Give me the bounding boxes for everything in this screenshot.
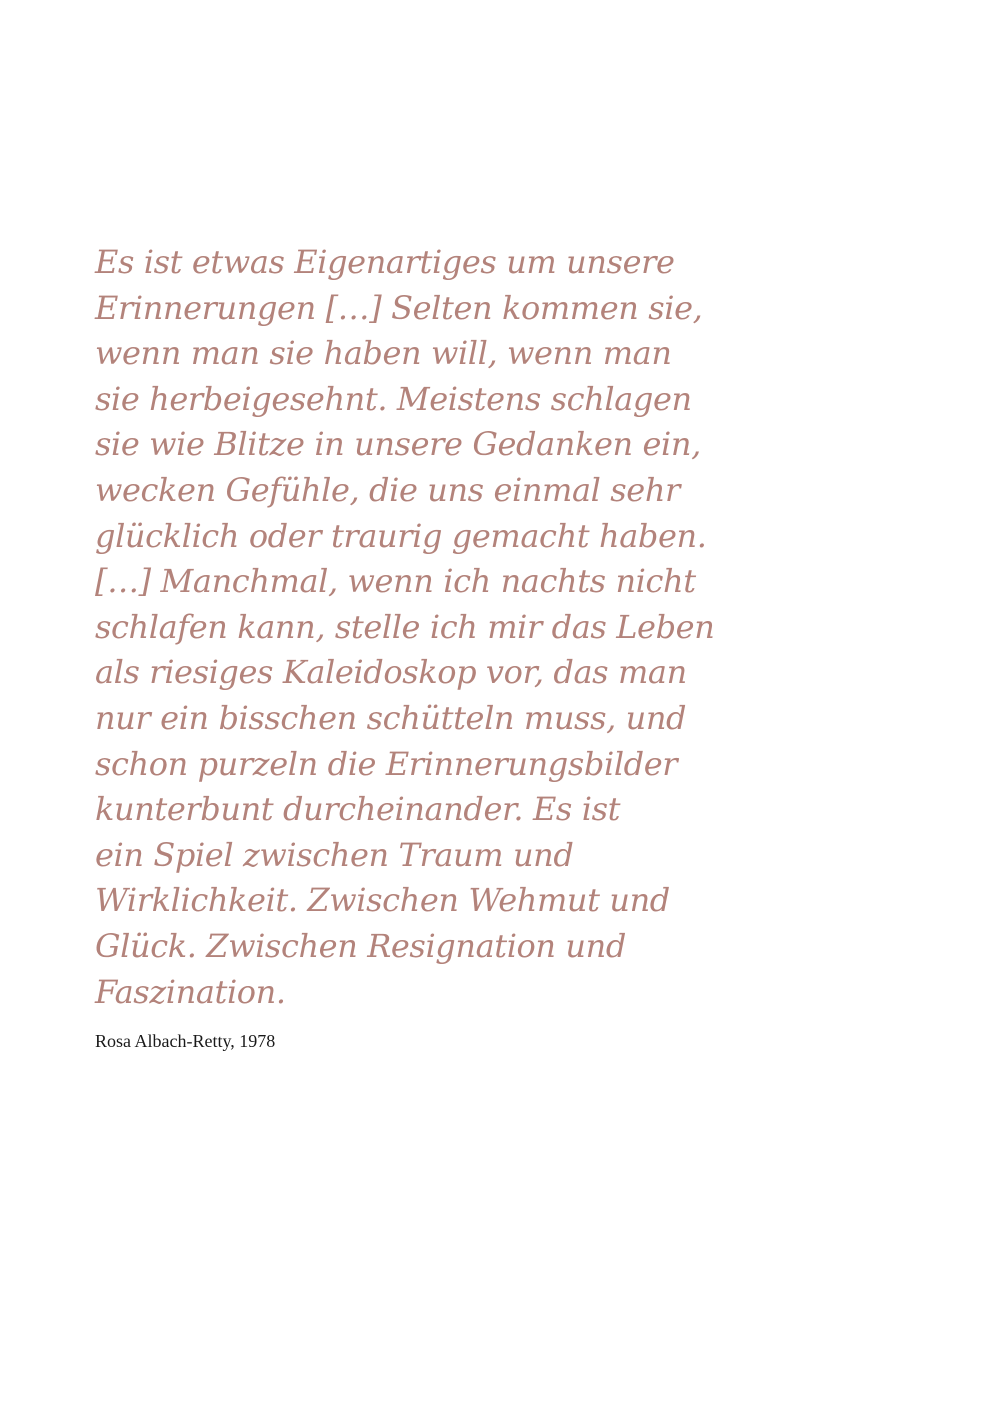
- quote-line: kunterbunt durcheinander. Es ist: [95, 790, 621, 829]
- quote-attribution: Rosa Albach-Retty, 1978: [95, 1031, 276, 1051]
- quote-line: Es ist etwas Eigenartiges um unsere: [95, 243, 675, 281]
- quote-line: als riesiges Kaleidoskop vor, das man: [95, 653, 687, 692]
- quote-line: schlafen kann, stelle ich mir das Leben: [95, 607, 715, 646]
- quote-line: Erinnerungen […] Selten kommen sie,: [95, 288, 703, 327]
- quote-line: Glück. Zwischen Resignation und: [95, 926, 626, 965]
- quote-line: wenn man sie haben will, wenn man: [95, 334, 672, 373]
- quote-line: Faszination.: [95, 972, 286, 1011]
- quote-line: wecken Gefühle, die uns einmal sehr: [95, 470, 680, 509]
- quote-block: [95, 240, 735, 1015]
- quote-line: ein Spiel zwischen Traum und: [95, 835, 574, 874]
- quote-line: Wirklichkeit. Zwischen Wehmut und: [95, 881, 670, 920]
- quote-line: schon purzeln die Erinnerungsbilder: [95, 744, 678, 783]
- quote-line: glücklich oder traurig gemacht haben.: [95, 516, 707, 555]
- quote-line: sie wie Blitze in unsere Gedanken ein,: [95, 425, 701, 464]
- quote-line: […] Manchmal, wenn ich nachts nicht: [95, 562, 696, 601]
- quote-line: nur ein bisschen schütteln muss, und: [95, 698, 687, 737]
- quote-line: sie herbeigesehnt. Meistens schlagen: [95, 379, 692, 418]
